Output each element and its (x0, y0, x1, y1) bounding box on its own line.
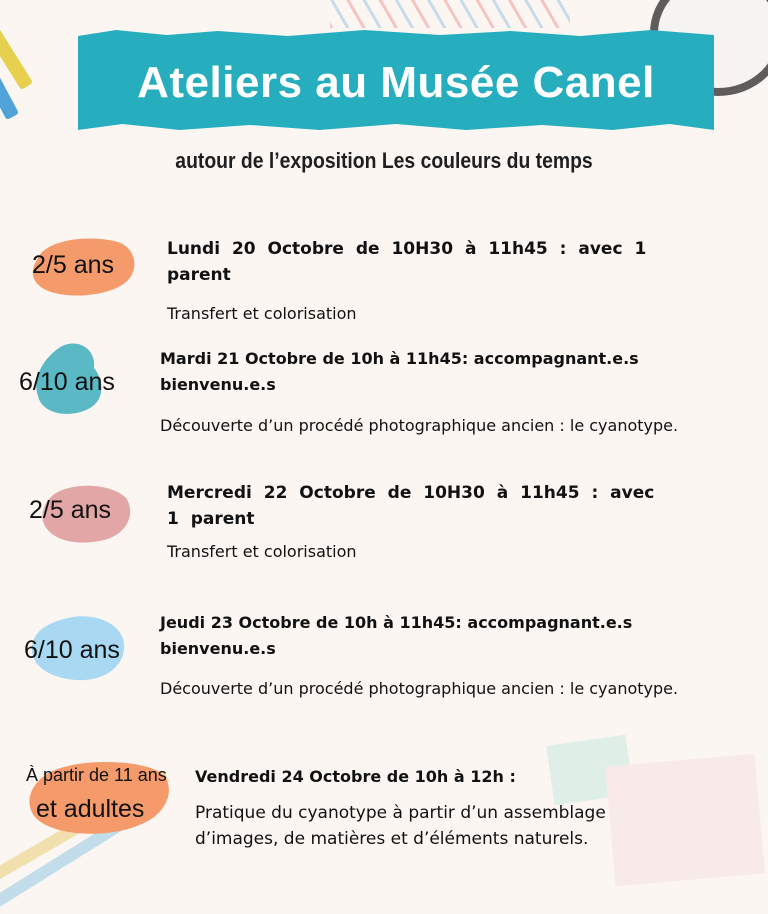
event-4-description: Découverte d’un procédé photographique ancien : le cyanotype. (160, 679, 679, 698)
event-2-date: Mardi 21 Octobre de 10h à 11h45: accompagnant.e.s bienvenu.e.s (160, 349, 639, 394)
event-3-date: Mercredi 22 Octobre de 10H30 à 11h45 : avec 1 parent (167, 483, 655, 529)
page-title: Ateliers au Musée Canel (137, 58, 655, 107)
event-5-age-line1: À partir de 11 ans (26, 765, 167, 785)
decor-top-left (0, 0, 80, 120)
event-1-age: 2/5 ans (32, 251, 115, 279)
event-5-description: Pratique du cyanotype à partir d’un assemblage d’images, de matières et d’éléments naturels. (195, 803, 606, 849)
event-1-description: Transfert et colorisation (167, 304, 357, 323)
event-2-description: Découverte d’un procédé photographique ancien : le cyanotype. (160, 416, 679, 435)
event-4-age: 6/10 ans (24, 636, 120, 664)
event-3-description: Transfert et colorisation (167, 542, 357, 561)
page-subtitle: autour de l’exposition Les couleurs du temps (175, 148, 593, 173)
event-1-date: Lundi 20 Octobre de 10H30 à 11h45 : avec 1 parent (167, 239, 647, 285)
event-5-date: Vendredi 24 Octobre de 10h à 12h : (195, 767, 516, 786)
paperclips-decor (330, 0, 570, 28)
event-2-age: 6/10 ans (19, 368, 115, 396)
event-4-date: Jeudi 23 Octobre de 10h à 11h45: accompagnant.e.s bienvenu.e.s (160, 613, 633, 658)
event-3-age: 2/5 ans (29, 496, 112, 524)
event-5-age-line2: et adultes (36, 795, 145, 823)
